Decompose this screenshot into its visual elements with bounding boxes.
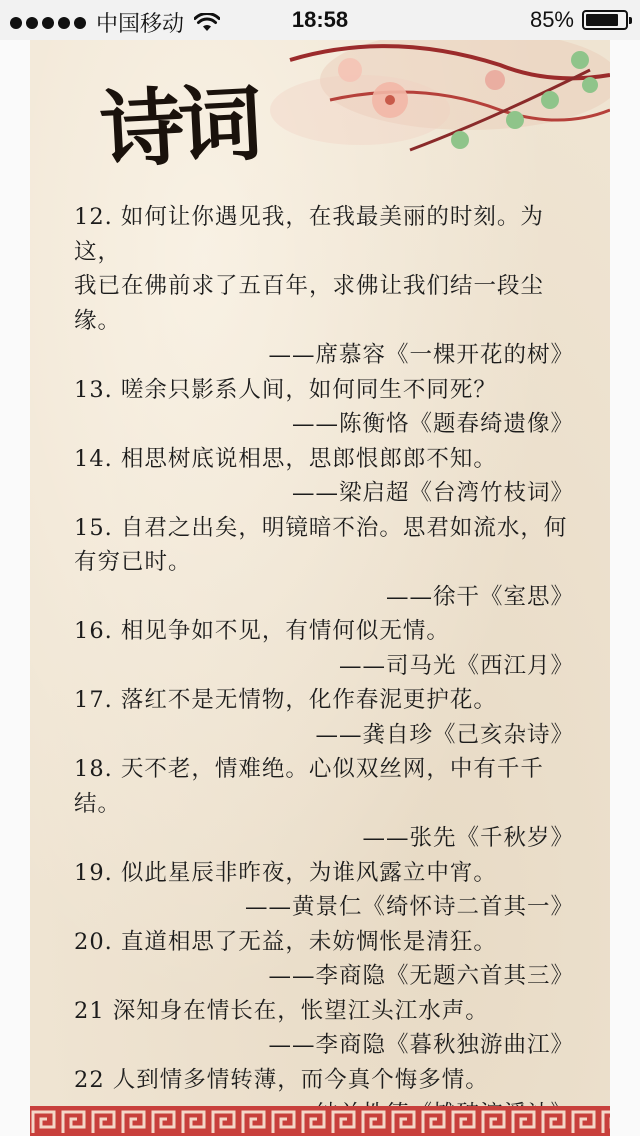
poem-item (74, 994, 574, 1063)
poem-attribution: ——梁启超《台湾竹枝词》 (291, 480, 574, 506)
poem-verse-line: 15. 自君之出矣，明镜暗不治。思君如流水，何 (74, 514, 568, 541)
poem-verse-line: 缘。 (74, 307, 122, 334)
poem-verse-line: 14. 相思树底说相思，思郎恨郎郎不知。 (74, 445, 497, 472)
poem-verse-line: 有穷已时。 (74, 549, 192, 575)
poem-verse-line: 22 人到情多情转薄，而今真个悔多情。 (74, 1066, 489, 1093)
poem-item (74, 856, 574, 925)
status-time: 18:58 (291, 7, 349, 32)
poem-attribution: ——李商隐《暮秋独游曲江》 (268, 1032, 574, 1058)
poem-verse-line: 19. 似此星辰非昨夜，为谁风露立中宵。 (74, 859, 497, 886)
poem-verse-line: 21 深知身在情长在，怅望江头江水声。 (74, 997, 489, 1024)
poem-verse-line: 我已在佛前求了五百年，求佛让我们结一段尘 (74, 273, 545, 299)
poem-item (74, 511, 574, 615)
battery-fill (586, 14, 618, 26)
poem-attribution: ——龚自珍《己亥杂诗》 (315, 721, 574, 748)
poem-attribution: ——李商隐《无题六首其三》 (268, 963, 574, 989)
poem-attribution: ——陈衡恪《题春绮遗像》 (291, 411, 574, 437)
poem-attribution: ——黄景仁《绮怀诗二首其一》 (244, 894, 574, 920)
poem-attribution: ——司马光《西江月》 (338, 652, 574, 679)
poem-item (74, 752, 574, 856)
status-right (530, 7, 628, 33)
poem-list (74, 200, 574, 1132)
header-banner (30, 40, 610, 190)
poem-verse-line: 20. 直道相思了无益，未妨惆怅是清狂。 (74, 928, 497, 955)
right-margin (610, 40, 640, 1136)
poem-item (74, 614, 574, 683)
battery-icon (582, 10, 628, 30)
fret-border (30, 1106, 610, 1136)
left-margin (0, 40, 30, 1136)
poem-verse-line: 16. 相见争如不见，有情何似无情。 (74, 618, 450, 644)
poem-item (74, 200, 574, 373)
poem-verse-line: 12. 如何让你遇见我，在我最美丽的时刻。为这， (74, 204, 544, 265)
carrier-label: 中国移动 (96, 11, 185, 36)
poem-attribution: ——张先《千秋岁》 (362, 825, 574, 851)
poem-item (74, 683, 574, 752)
poem-verse-line: 18. 天不老，情难绝。心似双丝网，中有千千结。 (74, 756, 544, 817)
poem-item (74, 442, 574, 511)
battery-percent: 85% (529, 7, 574, 32)
poem-verse-line: 17. 落红不是无情物，化作春泥更护花。 (74, 687, 497, 713)
status-bar (0, 0, 640, 40)
poem-attribution: ——席慕容《一棵开花的树》 (268, 342, 574, 368)
poem-attribution: ——徐干《室思》 (385, 583, 574, 610)
poem-verse-line: 13. 嗟余只影系人间，如何同生不同死？ (74, 376, 497, 403)
poem-item (74, 925, 574, 994)
page-title: 诗词 (97, 72, 259, 181)
poem-item (74, 373, 574, 442)
